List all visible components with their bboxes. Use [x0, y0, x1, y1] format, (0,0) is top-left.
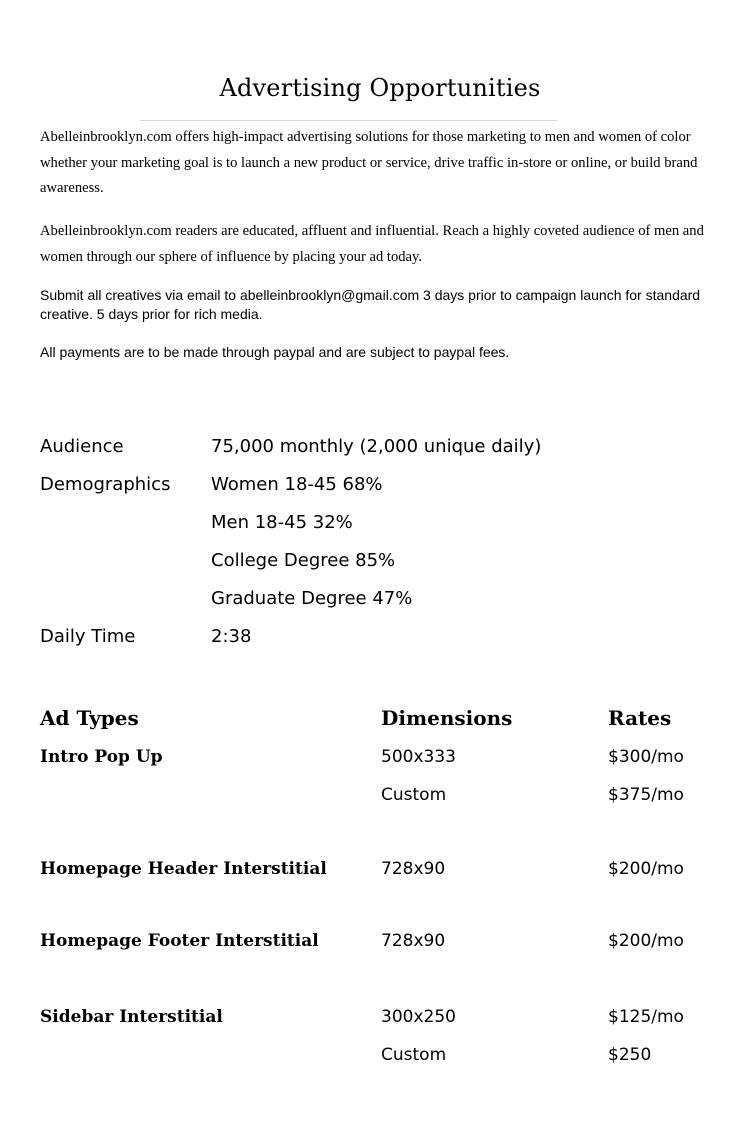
ad-rate: $375/mo — [608, 785, 684, 805]
stat-label: Audience — [40, 436, 124, 457]
title-divider — [140, 120, 557, 121]
table-row — [40, 1002, 730, 1032]
stat-label: Daily Time — [40, 626, 136, 647]
audience-paragraph: Abelleinbrooklyn.com readers are educated, affluent and influential. Reach a highly coveted audience of men and women through our sphere of influence by placing your ad today. — [40, 223, 704, 265]
ad-rate: $125/mo — [608, 1007, 684, 1027]
table-header — [40, 700, 730, 738]
stat-value: Men 18-45 32% — [211, 512, 353, 533]
table-row — [40, 854, 730, 884]
ad-rate: $300/mo — [608, 747, 684, 767]
ad-rate: $200/mo — [608, 931, 684, 951]
stat-label: Demographics — [40, 474, 171, 495]
ad-type: Homepage Header Interstitial — [40, 859, 327, 879]
header-dimensions: Dimensions — [381, 706, 513, 730]
ad-rate: $250 — [608, 1045, 652, 1065]
table-row — [40, 1040, 730, 1070]
table-row — [40, 926, 730, 956]
table-row — [40, 742, 730, 772]
submission-paragraph: Submit all creatives via email to abelleinbrooklyn@gmail.com 3 days prior to campaign launch for standard creative. 5 days prior for rich media. — [40, 287, 701, 322]
page-title: Advertising Opportunities — [219, 74, 541, 102]
table-row — [40, 780, 730, 810]
ad-types-table — [40, 700, 730, 1065]
stat-value: 75,000 monthly (2,000 unique daily) — [211, 436, 542, 457]
ad-rate: $200/mo — [608, 859, 684, 879]
ad-dimensions: 728x90 — [381, 931, 446, 951]
header-rates: Rates — [608, 706, 672, 730]
ad-type: Intro Pop Up — [40, 747, 163, 767]
ad-dimensions: Custom — [381, 1045, 447, 1065]
header-ad-types: Ad Types — [40, 706, 139, 730]
ad-dimensions: Custom — [381, 785, 447, 805]
payment-paragraph: All payments are to be made through paypal and are subject to paypal fees. — [40, 344, 510, 360]
stat-value: Women 18-45 68% — [211, 474, 383, 495]
intro-paragraph: Abelleinbrooklyn.com offers high-impact advertising solutions for those marketing to men and women of color whether your marketing goal is to launch a new product or service, drive traffic in-store or online, or build brand awareness. — [40, 129, 698, 196]
ad-dimensions: 300x250 — [381, 1007, 456, 1027]
ad-type: Sidebar Interstitial — [40, 1007, 223, 1027]
stat-value: College Degree 85% — [211, 550, 396, 571]
ad-dimensions: 500x333 — [381, 747, 456, 767]
stat-value: 2:38 — [211, 626, 252, 647]
stat-value: Graduate Degree 47% — [211, 588, 413, 609]
ad-dimensions: 728x90 — [381, 859, 446, 879]
ad-type: Homepage Footer Interstitial — [40, 931, 319, 951]
